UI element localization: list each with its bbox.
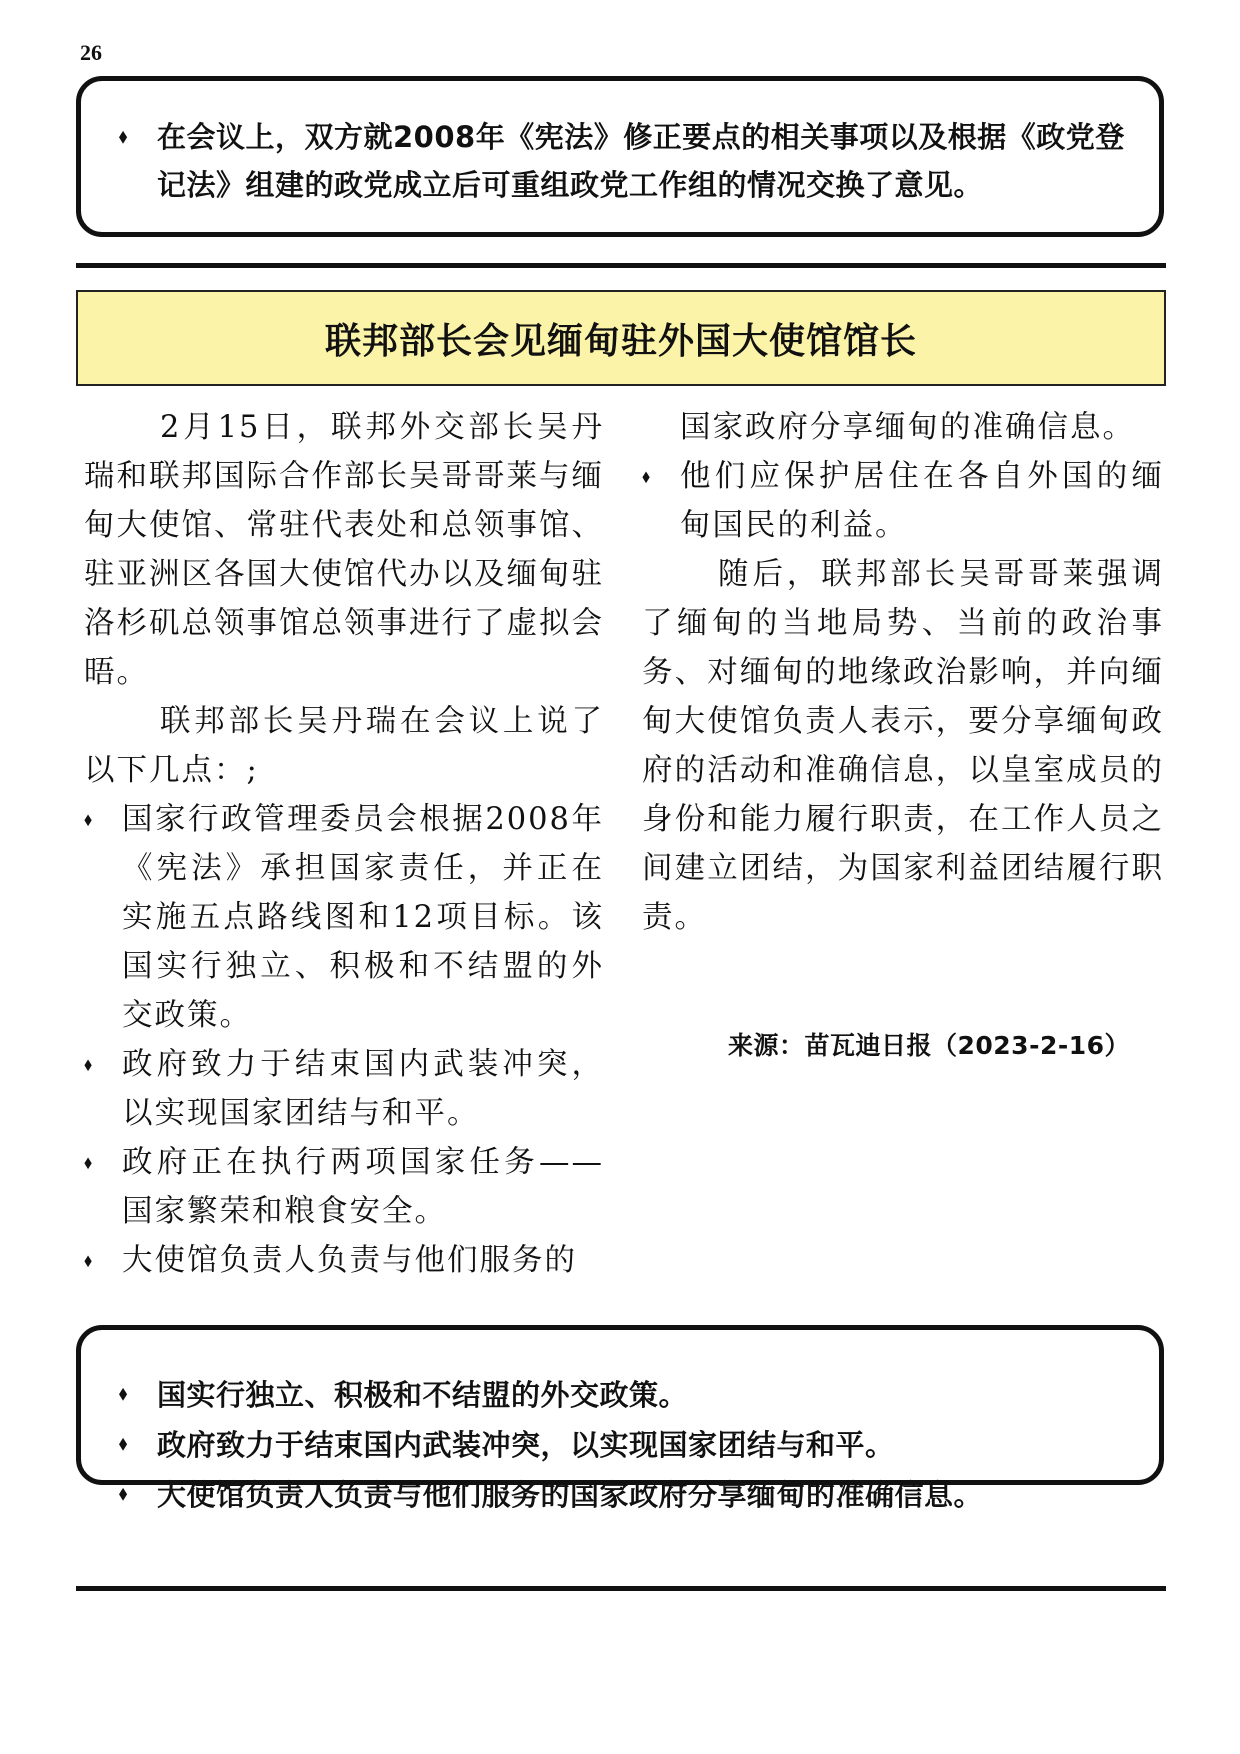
summary-list-top xyxy=(111,113,1139,209)
page-number: 26 xyxy=(80,40,102,65)
article-paragraph: 2月15日，联邦外交部长吴丹瑞和联邦国际合作部长吴哥哥莱与缅甸大使馆、常驻代表处和总领事馆、驻亚洲区各国大使馆代办以及缅甸驻洛杉矶总领事馆总领事进行了虚拟会晤。 xyxy=(84,410,604,690)
article-bullet-list xyxy=(642,452,1164,550)
summary-box-top xyxy=(76,76,1164,237)
bullet-diamond-icon: ⬧ xyxy=(84,1152,95,1173)
list-item-text: 他们应保护居住在各自外国的缅甸国民的利益。 xyxy=(680,459,1164,543)
article-paragraph: 联邦部长吴丹瑞在会议上说了以下几点：; xyxy=(84,704,604,788)
list-item-text: 政府正在执行两项国家任务——国家繁荣和粮食安全。 xyxy=(122,1145,604,1229)
list-item xyxy=(84,1138,604,1236)
summary-list-bottom xyxy=(111,1370,1139,1520)
list-item xyxy=(111,1470,1139,1520)
list-item-continuation: 国家政府分享缅甸的准确信息。 xyxy=(680,410,1135,445)
list-item xyxy=(111,1370,1139,1420)
list-item-text: 国实行独立、积极和不结盟的外交政策。 xyxy=(157,1378,689,1412)
list-item-text: 在会议上，双方就2008年《宪法》修正要点的相关事项以及根据《政党登记法》组建的政党成立后可重组政党工作组的情况交换了意见。 xyxy=(157,120,1125,202)
horizontal-divider xyxy=(76,263,1166,268)
list-item xyxy=(111,1420,1139,1470)
bullet-diamond-icon: ⬧ xyxy=(84,809,95,830)
list-item-text: 政府致力于结束国内武装冲突，以实现国家团结与和平。 xyxy=(122,1047,604,1131)
list-item xyxy=(642,452,1164,550)
list-item-text: 大使馆负责人负责与他们服务的 xyxy=(122,1243,577,1278)
horizontal-divider xyxy=(76,1586,1166,1591)
bullet-diamond-icon: ⬧ xyxy=(119,1383,128,1404)
article-column-right xyxy=(642,403,1164,942)
article-column-left xyxy=(84,403,604,1285)
bullet-diamond-icon: ⬧ xyxy=(84,1250,95,1271)
bullet-diamond-icon: ⬧ xyxy=(84,1054,95,1075)
article-bullet-list xyxy=(84,795,604,1285)
list-item xyxy=(84,1236,604,1285)
list-item-text: 政府致力于结束国内武装冲突，以实现国家团结与和平。 xyxy=(157,1428,895,1462)
bullet-diamond-icon: ⬧ xyxy=(642,466,653,487)
list-item-text: 国家行政管理委员会根据2008年《宪法》承担国家责任，并正在实施五点路线图和12项目标。该国实行独立、积极和不结盟的外交政策。 xyxy=(122,802,604,1033)
article-headline: 联邦部长会见缅甸驻外国大使馆馆长 xyxy=(76,290,1166,386)
list-item xyxy=(84,795,604,1040)
list-item xyxy=(111,113,1139,209)
bullet-diamond-icon: ⬧ xyxy=(119,1483,128,1504)
article-paragraph: 随后，联邦部长吴哥哥莱强调了缅甸的当地局势、当前的政治事务、对缅甸的地缘政治影响，并向缅甸大使馆负责人表示，要分享缅甸政府的活动和准确信息，以皇室成员的身份和能力履行职责，在工作人员之间建立团结，为国家利益团结履行职责。 xyxy=(642,557,1164,935)
list-item xyxy=(84,1040,604,1138)
summary-box-bottom xyxy=(76,1325,1164,1512)
source-credit: 来源：苗瓦迪日报（2023-2-16） xyxy=(728,1031,1131,1060)
bullet-diamond-icon: ⬧ xyxy=(119,1433,128,1454)
bullet-diamond-icon: ⬧ xyxy=(119,126,128,147)
list-item-text: 大使馆负责人负责与他们服务的国家政府分享缅甸的准确信息。 xyxy=(157,1478,984,1512)
